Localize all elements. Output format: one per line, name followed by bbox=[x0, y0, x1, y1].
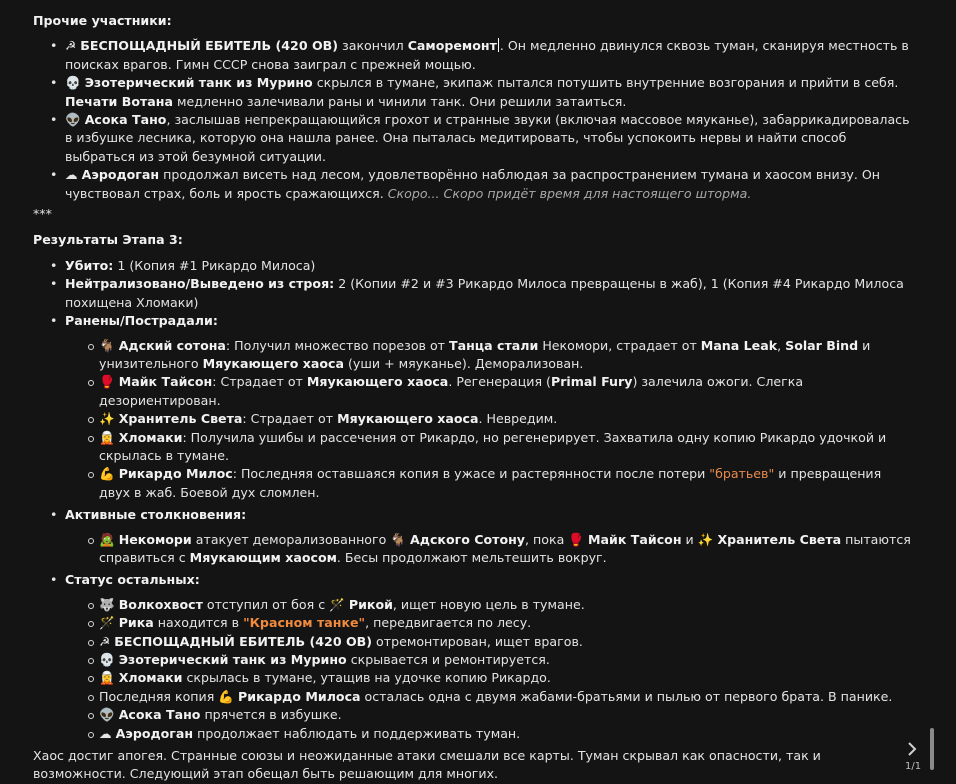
text: . Бесы продолжают мельтешить вокруг. bbox=[336, 549, 607, 565]
participant-name: Рика bbox=[118, 615, 154, 631]
wounded-list bbox=[65, 337, 913, 503]
participant-name: Аэродоган bbox=[115, 725, 194, 741]
participant-name: Некомори bbox=[118, 531, 192, 547]
text: . Невредим. bbox=[478, 411, 558, 427]
list-item bbox=[33, 725, 913, 743]
sparkles-icon: ✨ bbox=[99, 411, 119, 427]
text: : Страдает от bbox=[212, 374, 307, 390]
ability-name: Мяукающим хаосом bbox=[189, 549, 337, 565]
participant-name: Асока Тано bbox=[84, 112, 167, 128]
ability-name: Танца стали bbox=[449, 337, 539, 353]
flexed-biceps-icon: 💪 bbox=[218, 688, 234, 704]
participant-name: Майк Тайсон bbox=[118, 374, 213, 390]
participant-name: Рикардо Милоса bbox=[238, 688, 361, 704]
zombie-icon: 🧟 bbox=[99, 531, 119, 547]
text: (уши + мяуканье). Деморализован. bbox=[344, 355, 584, 371]
goat-icon: 🐐 bbox=[390, 531, 407, 547]
text: и унизительного bbox=[99, 337, 871, 371]
text: Некомори, страдает от bbox=[538, 337, 701, 353]
text: : Страдает от bbox=[242, 411, 338, 427]
separator: *** bbox=[33, 206, 52, 222]
text: . Регенерация ( bbox=[448, 374, 551, 390]
text-cursor bbox=[498, 38, 499, 52]
active-label: Активные столкновения: bbox=[65, 507, 247, 523]
skull-icon: 💀 bbox=[65, 75, 85, 91]
text: : Получил множество порезов от bbox=[225, 337, 449, 353]
list-item bbox=[33, 373, 913, 410]
list-item bbox=[33, 651, 913, 669]
text: и превращения двух в жаб. Боевой дух сломлен. bbox=[99, 466, 882, 500]
list-item bbox=[33, 614, 913, 632]
text: медленно залечивали раны и чинили танк. Они решили затаиться. bbox=[172, 93, 627, 109]
participant-name: Волкохвост bbox=[118, 596, 203, 612]
magic-wand-icon: 🪄 bbox=[99, 615, 119, 631]
participant-name: Адского Сотону bbox=[410, 531, 526, 547]
text: ) залечила ожоги. Слегка дезориентирован. bbox=[99, 374, 804, 408]
list-item bbox=[33, 706, 913, 724]
ability-name: Печати Вотана bbox=[65, 93, 173, 109]
sparkles-icon: ✨ bbox=[697, 531, 714, 547]
skull-icon: 💀 bbox=[99, 652, 119, 667]
boxing-glove-icon: 🥊 bbox=[568, 531, 584, 547]
neutral-text: 2 (Копии #2 и #3 Рикардо Милоса превращены в жаб), 1 (Копия #4 Рикардо Милоса похищена Хломаки) bbox=[65, 276, 904, 310]
participant-name: Рикой bbox=[348, 596, 393, 612]
section-heading-others: Прочие участники: bbox=[33, 13, 172, 28]
elf-icon: 🧝 bbox=[99, 670, 119, 686]
highlight-text: "братьев" bbox=[709, 466, 775, 482]
cloud-icon: ☁ bbox=[65, 167, 82, 183]
participant-name: Аэродоган bbox=[81, 167, 160, 183]
list-item bbox=[33, 596, 913, 614]
text: находится в bbox=[153, 615, 244, 631]
goat-icon: 🐐 bbox=[99, 337, 119, 353]
list-item bbox=[33, 465, 913, 502]
alien-icon: 👽 bbox=[65, 112, 85, 128]
text: Последняя копия bbox=[99, 688, 219, 704]
wounded-label: Ранены/Пострадали: bbox=[65, 313, 218, 329]
text: , bbox=[777, 337, 786, 353]
killed-label: Убито: bbox=[65, 257, 114, 273]
text: , пока bbox=[525, 531, 569, 547]
highlight-text: "Красном танке" bbox=[243, 615, 366, 631]
active-list bbox=[65, 531, 913, 568]
neutral-label: Нейтрализовано/Выведено из строя: bbox=[65, 276, 335, 292]
scrollbar-thumb[interactable] bbox=[930, 728, 934, 770]
list-item bbox=[33, 257, 913, 275]
boxing-glove-icon: 🥊 bbox=[99, 374, 119, 390]
participant-name: Хломаки bbox=[118, 670, 183, 686]
chat-message-content bbox=[33, 12, 913, 784]
list-item bbox=[33, 429, 913, 466]
section-heading-results: Результаты Этапа 3: bbox=[33, 232, 183, 248]
list-item bbox=[33, 531, 913, 568]
participant-name: Хранитель Света bbox=[717, 531, 842, 547]
page-indicator: 1/1 bbox=[905, 761, 922, 772]
wolf-icon: 🐺 bbox=[99, 596, 119, 612]
text: : Последняя оставшаяся копия в ужасе и растерянности после потери bbox=[232, 466, 710, 482]
participant-name: БЕСПОЩАДНЫЙ ЕБИТЕЛЬ (420 ОВ) bbox=[80, 38, 339, 54]
hammer-sickle-icon: ☭ bbox=[65, 38, 81, 54]
text: скрывается и ремонтируется. bbox=[346, 652, 550, 667]
text: отремонтирован, ищет врагов. bbox=[372, 633, 583, 649]
list-item bbox=[33, 633, 913, 651]
flexed-biceps-icon: 💪 bbox=[99, 466, 119, 482]
alien-icon: 👽 bbox=[99, 707, 119, 723]
text: и bbox=[681, 531, 698, 547]
status-list bbox=[65, 596, 913, 743]
participant-name: БЕСПОЩАДНЫЙ ЕБИТЕЛЬ (420 ОВ) bbox=[114, 633, 373, 649]
text: , передвигается по лесу. bbox=[365, 615, 532, 631]
others-list bbox=[33, 37, 913, 203]
status-label: Статус остальных: bbox=[65, 572, 200, 588]
ability-name: Саморемонт bbox=[407, 38, 497, 54]
participant-name: Адский сотона bbox=[118, 337, 226, 353]
list-item bbox=[33, 337, 913, 374]
ability-name: Мяукающего хаоса bbox=[337, 411, 479, 427]
text: : Получила ушибы и рассечения от Рикардо, но регенерирует. Захватила одну копию Рикардо удочкой и скрылась в тумане. bbox=[99, 429, 887, 463]
ability-name: Мяукающего хаоса bbox=[202, 355, 345, 371]
text: , ищет новую цель в тумане. bbox=[392, 596, 585, 612]
results-list bbox=[33, 257, 913, 743]
list-item bbox=[33, 74, 913, 111]
participant-name: Майк Тайсон bbox=[588, 531, 682, 547]
text: продолжает наблюдать и поддерживать туман. bbox=[193, 725, 521, 741]
italic-text: Скоро... Скоро придёт время для настоящего шторма. bbox=[387, 185, 752, 201]
list-item bbox=[33, 312, 913, 502]
final-paragraph: Хаос достиг апогея. Странные союзы и неожиданные атаки смешали все карты. Туман скрывал как опасности, так и возможности. Следующий этап обещал быть решающим для многих. bbox=[33, 748, 821, 782]
participant-name: Асока Тано bbox=[118, 707, 201, 723]
text: прячется в избушке. bbox=[200, 707, 342, 723]
cloud-icon: ☁ bbox=[99, 725, 116, 741]
list-item bbox=[33, 166, 913, 203]
text: продолжал висеть над лесом, удовлетворённо наблюдая за распространением тумана и хаосом внизу. Он чувствовал страх, боль и ярость сражающихся. bbox=[65, 167, 880, 201]
text: . Он медленно двинулся сквозь туман, сканируя местность в поисках врагов. Гимн СССР снова заиграл с прежней мощью. bbox=[65, 38, 909, 72]
list-item bbox=[33, 571, 913, 743]
list-item bbox=[33, 37, 913, 74]
text: отступил от боя с bbox=[202, 596, 330, 612]
participant-name: Эзотерический танк из Мурино bbox=[118, 652, 347, 667]
list-item bbox=[33, 275, 913, 312]
ability-name: Solar Bind bbox=[785, 337, 859, 353]
list-item bbox=[33, 410, 913, 428]
participant-name: Хломаки bbox=[118, 429, 183, 445]
text: скрылся в тумане, экипаж пытался потушить внутренние возгорания и прийти в себя. bbox=[312, 75, 899, 91]
chevron-right-icon[interactable] bbox=[905, 741, 919, 757]
text: осталась одна с двумя жабами-братьями и пылью от первого брата. В панике. bbox=[360, 688, 893, 704]
ability-name: Mana Leak bbox=[700, 337, 778, 353]
text: скрылась в тумане, утащив на удочке копию Рикардо. bbox=[182, 670, 551, 686]
list-item bbox=[33, 669, 913, 687]
participant-name: Хранитель Света bbox=[118, 411, 243, 427]
killed-text: 1 (Копия #1 Рикардо Милоса) bbox=[113, 257, 316, 273]
participant-name: Рикардо Милос bbox=[118, 466, 233, 482]
elf-icon: 🧝 bbox=[99, 429, 119, 445]
text: , заслышав непрекращающийся грохот и странные звуки (включая массовое мяуканье), забаррикадировалась в избушке лесника, которую она нашла ранее. Она пыталась медитировать, чтобы успокоить нервы и найти способ выбраться из этой безумной ситуации. bbox=[65, 112, 910, 164]
text: пытаются справиться с bbox=[99, 531, 911, 565]
list-item bbox=[33, 111, 913, 166]
hammer-sickle-icon: ☭ bbox=[99, 633, 115, 649]
ability-name: Primal Fury bbox=[550, 374, 633, 390]
magic-wand-icon: 🪄 bbox=[329, 596, 345, 612]
list-item bbox=[33, 506, 913, 567]
text: закончил bbox=[338, 38, 408, 54]
list-item bbox=[33, 688, 913, 706]
participant-name: Эзотерический танк из Мурино bbox=[84, 75, 313, 91]
text: атакует деморализованного bbox=[191, 531, 391, 547]
ability-name: Мяукающего хаоса bbox=[306, 374, 449, 390]
